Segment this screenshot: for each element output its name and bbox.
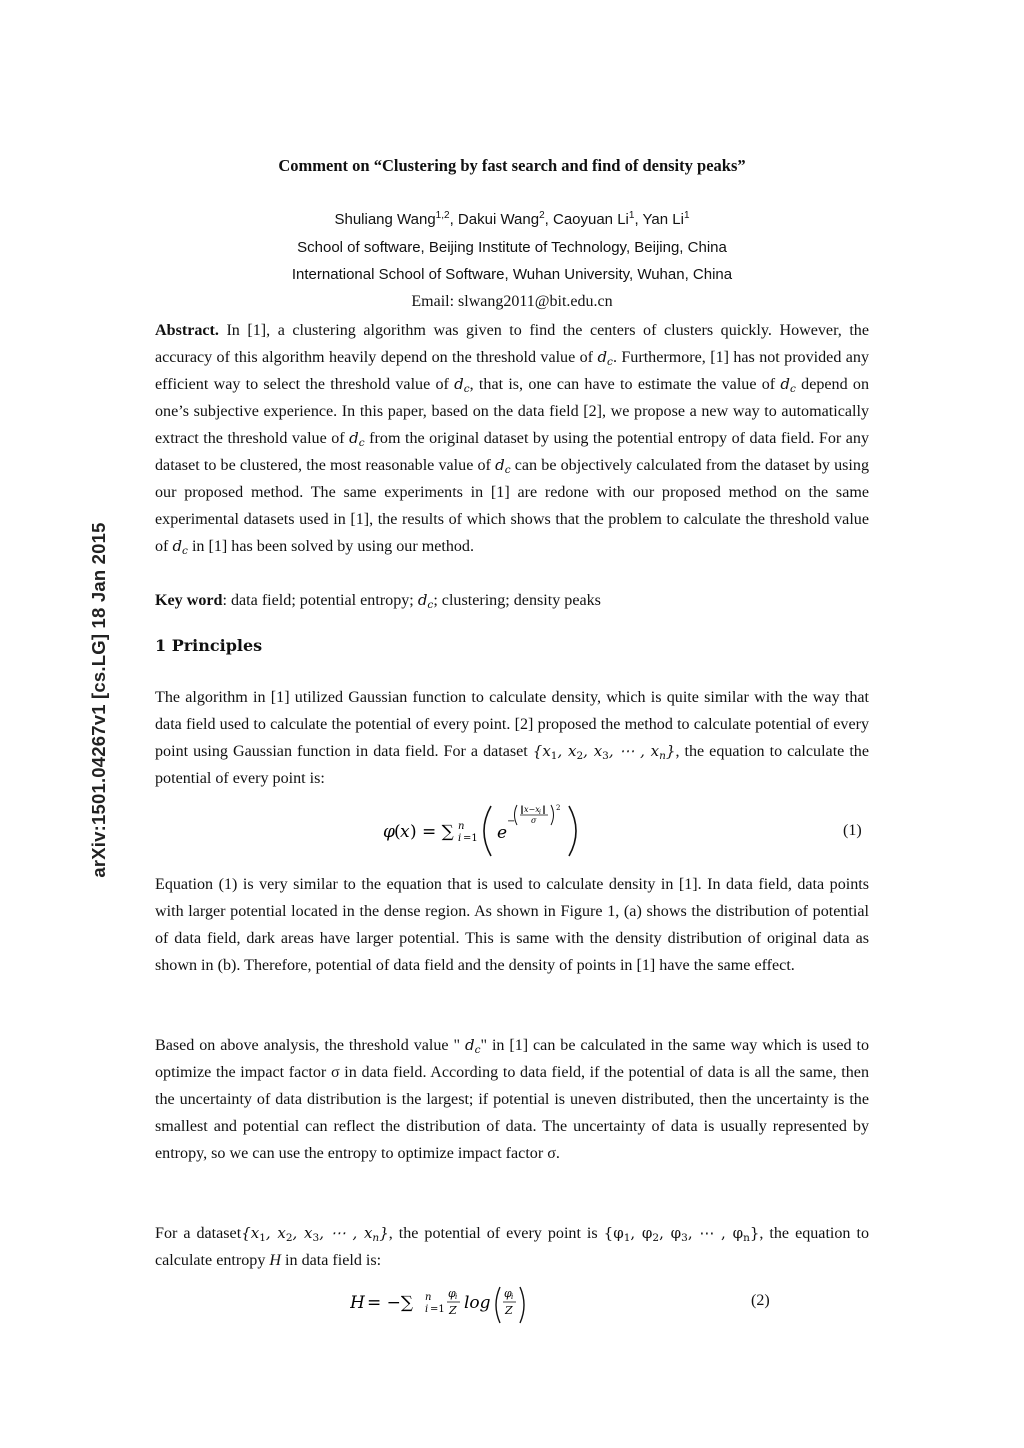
potential-set-expression: {$\varphi_1$, $\varphi_2$, $\varphi_3$, ⋯ , $\varphi_n$}: [603, 1224, 760, 1244]
svg-text:φ: φ: [383, 822, 395, 842]
author-name: Dakui Wang: [457, 211, 540, 228]
section-heading: [155, 636, 262, 655]
abstract-paragraph: [155, 317, 869, 560]
author-affiliation-mark: 1,2: [435, 210, 450, 221]
paragraph-text: , the potential of every point is: [388, 1225, 604, 1242]
section-number: 1: [155, 636, 167, 655]
svg-text:i: i: [511, 1293, 514, 1301]
dc-symbol: $d_c$: [597, 348, 613, 368]
author-list: Shuliang Wang$^{1,2}$, Dakui Wang$^2$, Caoyuan Li$^1$, Yan Li$^1$: [334, 210, 690, 228]
abstract-text: , that is, one can have to estimate the value of: [469, 376, 781, 393]
svg-text:(: (: [394, 822, 401, 842]
abstract-text: in [1] has been solved by using our method.: [187, 538, 475, 555]
paragraph-text: , the equation to calculate entropy: [155, 1225, 869, 1269]
svg-text:=1: =1: [463, 833, 478, 844]
svg-text:‖: ‖: [542, 805, 546, 814]
svg-text:n: n: [458, 821, 465, 832]
equation-number-2: (2): [751, 1292, 770, 1309]
svg-text:−: −: [507, 816, 516, 827]
paper-title: Comment on “Clustering by fast search and find of density peaks”: [278, 156, 746, 175]
principles-paragraph-4: [155, 1220, 869, 1274]
svg-text:‖: ‖: [520, 805, 524, 814]
abstract-text: from the original dataset by using the potential entropy of data field. For any dataset to be clustered, the most reasonable value of: [155, 430, 869, 474]
equation-number-1: (1): [843, 822, 862, 839]
keyword-label: Key word: [155, 592, 223, 609]
dataset-set-expression: {$x_1$, $x_2$, $x_3$, ⋯ , $x_n$}: [532, 742, 676, 762]
svg-text:2: 2: [556, 804, 561, 812]
svg-text:) = ∑: ) = ∑: [410, 822, 454, 842]
dc-symbol: $d_c$: [172, 537, 188, 557]
svg-text:=1: =1: [430, 1304, 445, 1315]
dc-symbol: $d_c$: [780, 375, 796, 395]
affiliation-1: School of software, Beijing Institute of Technology, Beijing, China: [297, 239, 727, 256]
equation-1: [383, 802, 603, 860]
entropy-equation-graphic: [350, 1284, 550, 1326]
svg-text:i: i: [539, 809, 541, 816]
paragraph-text: " in [1] can be calculated in the same way which is used to optimize the impact factor σ in data field. According to data field, if the potential of data is all the same, then the uncertainty of data distribution is the largest; if potential is uneven distributed, then the uncertainty is the smallest and potential can reflect the distribution of data. The uncertainty of data is usually represented by entropy, so we can use the entropy to optimize impact factor σ.: [155, 1037, 869, 1162]
author-name: Caoyuan Li: [552, 211, 629, 228]
svg-text:σ: σ: [531, 816, 537, 825]
keyword-text: : data field; potential entropy;: [222, 592, 418, 609]
author-affiliation-mark: 1: [683, 210, 690, 221]
svg-text:i: i: [458, 833, 462, 844]
equation-2: [350, 1284, 550, 1326]
abstract-text: . Furthermore, [1] has not provided any efficient way to select the threshold value of: [155, 349, 869, 393]
svg-text:Z: Z: [505, 1304, 513, 1317]
abstract-label: Abstract.: [155, 322, 219, 339]
svg-text:x: x: [400, 822, 410, 842]
paragraph-text: Based on above analysis, the threshold value ": [155, 1037, 465, 1054]
principles-paragraph-3: [155, 1032, 869, 1167]
svg-text:φ: φ: [504, 1287, 512, 1300]
author-name: Yan Li: [642, 211, 684, 228]
svg-text:log: log: [464, 1293, 491, 1313]
dataset-set-expression: {$x_1$, $x_2$, $x_3$, ⋯ , $x_n$}: [241, 1224, 389, 1244]
arxiv-side-label: arXiv:1501.04267v1 [cs.LG] 18 Jan 2015: [88, 522, 109, 878]
dc-symbol: $d_c$: [495, 456, 511, 476]
abstract-text: In [1], a clustering algorithm was given to find the centers of clusters quickly. However, the accuracy of this algorithm heavily depend on the threshold value of: [155, 322, 869, 366]
svg-text:n: n: [425, 1292, 432, 1303]
potential-equation-graphic: [383, 802, 603, 860]
principles-paragraph-1: [155, 684, 869, 792]
abstract-text: depend on one’s subjective experience. In this paper, based on the data field [2], we propose a new way to automatically extract the threshold value of: [155, 376, 869, 447]
entropy-symbol: H: [269, 1252, 282, 1269]
svg-text:x−x: x−x: [524, 805, 540, 814]
contact-email: Email: slwang2011@bit.edu.cn: [411, 293, 613, 310]
affiliation-2: International School of Software, Wuhan University, Wuhan, China: [291, 266, 733, 283]
svg-text:φ: φ: [448, 1287, 456, 1300]
svg-text:Z: Z: [449, 1304, 457, 1317]
section-title: Principles: [171, 636, 263, 655]
keyword-text: ; clustering; density peaks: [433, 592, 601, 609]
keyword-line: [155, 587, 869, 614]
author-name: Shuliang Wang: [334, 211, 436, 228]
svg-text:H: H: [350, 1293, 365, 1313]
dc-symbol: $d_c$: [464, 1036, 481, 1056]
paragraph-text: , the equation to calculate the potential of every point is:: [155, 743, 869, 787]
paragraph-text: The algorithm in [1] utilized Gaussian function to calculate density, which is quite similar with the way that data field used to calculate the potential of every point. [2] proposed the method to calculate potential of every point using Gaussian function in data field. For a dataset: [155, 689, 869, 760]
abstract-text: can be objectively calculated from the dataset by using our proposed method. The same experiments in [1] are redone with our proposed method on the same experimental datasets used in [1], the results of which shows that the problem to calculate the threshold value of: [155, 457, 869, 555]
dc-symbol: $d_c$: [454, 375, 470, 395]
paragraph-text: in data field is:: [281, 1252, 382, 1269]
dc-symbol: $d_c$: [349, 429, 365, 449]
author-affiliation-mark: 2: [539, 210, 545, 221]
paragraph-text: For a dataset: [155, 1225, 242, 1242]
author-affiliation-mark: 1: [628, 210, 635, 221]
svg-text:= −∑: = −∑: [367, 1293, 414, 1313]
principles-paragraph-2: Equation (1) is very similar to the equation that is used to calculate density in [1]. In data field, data points with larger potential located in the dense region. As shown in Figure 1, (a) shows the distribution of potential of data field, dark areas have larger potential. This is same with the density distribution of original data as shown in (b). Therefore, potential of data field and the density of points in [1] have the same effect.: [155, 876, 869, 974]
svg-text:i: i: [425, 1304, 429, 1315]
svg-text:i: i: [455, 1293, 458, 1301]
dc-symbol: $d_c$: [417, 591, 434, 611]
svg-text:e: e: [497, 823, 508, 843]
